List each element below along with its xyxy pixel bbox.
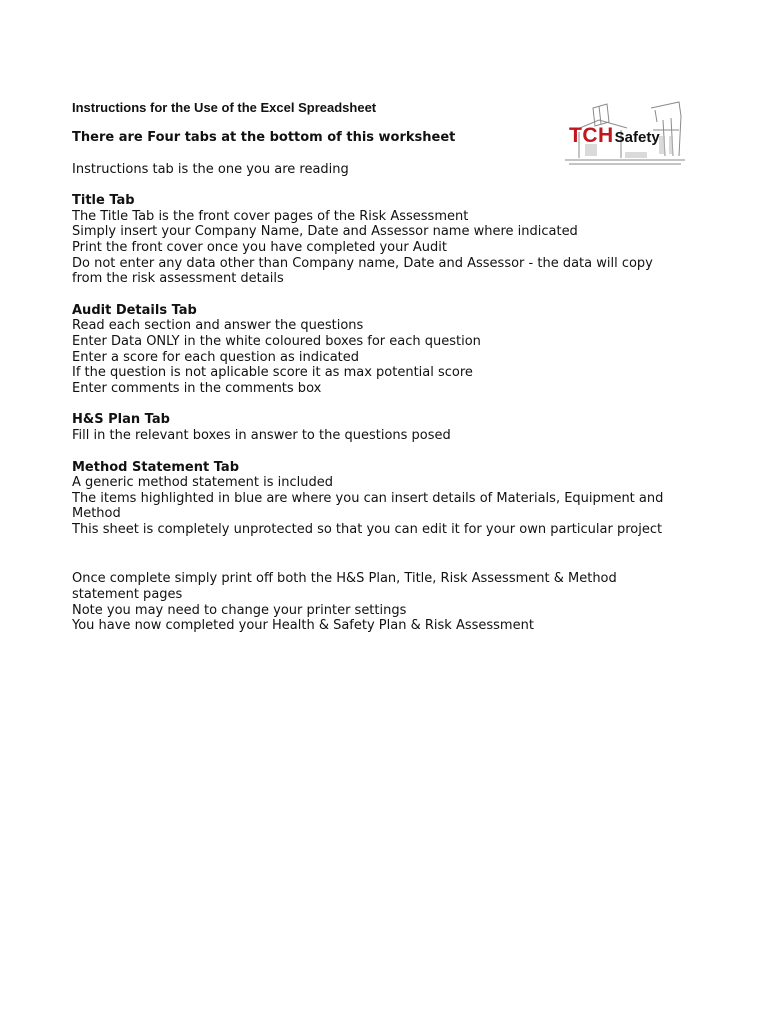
logo-brand-text: TCH — [569, 124, 614, 147]
instructions-body — [72, 130, 687, 634]
section-method-statement-tab — [72, 460, 687, 538]
section-line: Simply insert your Company Name, Date and Assessor name where indicated — [72, 224, 578, 240]
section-line: Do not enter any data other than Company name, Date and Assessor - the data will copy from the risk assessment details — [72, 255, 653, 287]
section-title-tab — [72, 193, 687, 287]
section-heading: H&S Plan Tab — [72, 412, 170, 428]
closing-line: Once complete simply print off both the H&S Plan, Title, Risk Assessment & Method statement pages — [72, 571, 617, 603]
section-line: Enter Data ONLY in the white coloured boxes for each question — [72, 333, 481, 349]
spacer — [72, 553, 687, 571]
closing-line: You have now completed your Health & Safety Plan & Risk Assessment — [72, 618, 534, 634]
section-line: Print the front cover once you have completed your Audit — [72, 239, 447, 255]
section-line: The Title Tab is the front cover pages of the Risk Assessment — [72, 208, 469, 224]
logo-tagline-text: Safety — [614, 129, 660, 146]
section-line: If the question is not aplicable score it as max potential score — [72, 365, 473, 381]
section-line: This sheet is completely unprotected so that you can edit it for your own particular project — [72, 521, 663, 537]
document-subtitle: There are Four tabs at the bottom of this worksheet — [72, 130, 456, 145]
closing-section — [72, 571, 687, 633]
document-title: Instructions for the Use of the Excel Spreadsheet — [72, 100, 377, 115]
section-line: Read each section and answer the questions — [72, 318, 364, 334]
section-audit-details-tab — [72, 303, 687, 397]
section-line: The items highlighted in blue are where you can insert details of Materials, Equipment and Method — [72, 490, 664, 522]
section-line: Enter comments in the comments box — [72, 380, 322, 396]
section-line: A generic method statement is included — [72, 475, 334, 491]
section-heading: Audit Details Tab — [72, 302, 197, 318]
closing-line: Note you may need to change your printer settings — [72, 602, 407, 618]
section-heading: Title Tab — [72, 193, 135, 209]
intro-text: Instructions tab is the one you are reading — [72, 161, 349, 177]
section-hs-plan-tab — [72, 412, 687, 443]
section-heading: Method Statement Tab — [72, 459, 239, 475]
section-line: Enter a score for each question as indicated — [72, 349, 360, 365]
section-line: Fill in the relevant boxes in answer to the questions posed — [72, 427, 451, 443]
